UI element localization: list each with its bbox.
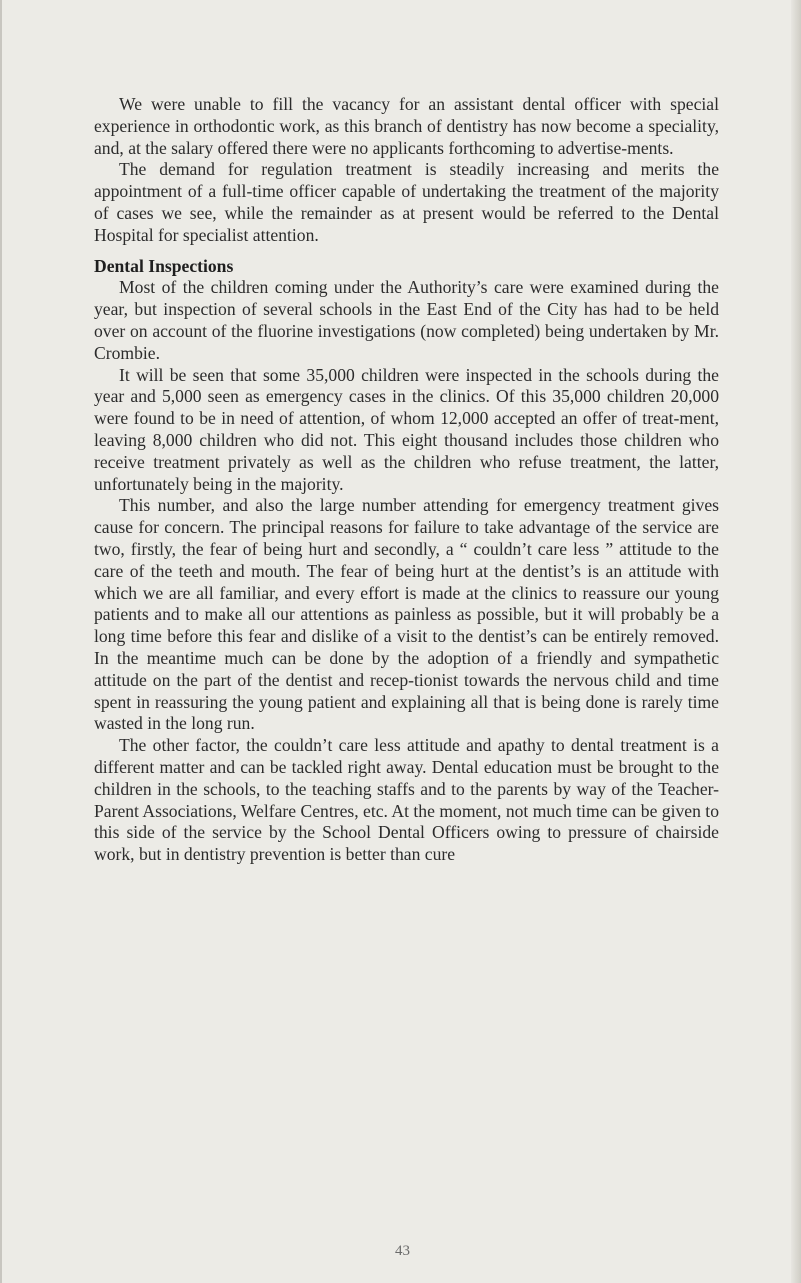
paragraph-children-examined: Most of the children coming under the Authority’s care were examined during the year, but inspection of several schools in the East End of the City has had to be held over on account of the fluorine investigations (now completed) being undertaken by Mr. Crombie. (94, 277, 719, 363)
page-edge-shadow (791, 0, 801, 1283)
section-heading-dental-inspections: Dental Inspections (94, 255, 234, 276)
paragraph-regulation-treatment: The demand for regulation treatment is steadily increasing and merits the appointment of a full-time officer capable of undertaking the treatment of the majority of cases we see, while the remainder as at present would be referred to the Dental Hospital for specialist attention. (94, 159, 719, 245)
paragraph-inspection-figures: It will be seen that some 35,000 children were inspected in the schools during the year and 5,000 seen as emergency cases in the clinics. Of this 35,000 children 20,000 were found to be in need of attention, of whom 12,000 accepted an offer of treat-ment, leaving 8,000 children who did not. This eight thousand includes those children who receive treatment privately as well as the children who refuse treatment, the latter, unfortunately being in the majority. (94, 364, 719, 494)
body-text (94, 94, 719, 866)
paragraph-orthodontic-vacancy: We were unable to fill the vacancy for an assistant dental officer with special experience in orthodontic work, as this branch of dentistry has now become a speciality, and, at the salary offered there were no applicants forthcoming to advertise-ments. (94, 94, 719, 158)
paragraph-reasons-for-failure: This number, and also the large number attending for emergency treatment gives cause for concern. The principal reasons for failure to take advantage of the service are two, firstly, the fear of being hurt and secondly, a “ couldn’t care less ” attitude to the care of the teeth and mouth. The fear of being hurt at the dentist’s is an attitude with which we are all familiar, and every effort is made at the clinics to reassure our young patients and to make all our attentions as painless as possible, but it will probably be a long time before this fear and dislike of a visit to the dentist’s can be entirely removed. In the meantime much can be done by the adoption of a friendly and sympathetic attitude on the part of the dentist and recep-tionist towards the nervous child and time spent in reassuring the young patient and explaining all that is being done is rarely time wasted in the long run. (94, 495, 719, 734)
paragraph-dental-education: The other factor, the couldn’t care less attitude and apathy to dental treatment is a different matter and can be tackled right away. Dental education must be brought to the children in the schools, to the teaching staffs and to the parents by way of the Teacher-Parent Associations, Welfare Centres, etc. At the moment, not much time can be given to this side of the service by the School Dental Officers owing to pressure of chairside work, but in dentistry prevention is better than cure (94, 735, 719, 865)
page-number: 43 (395, 1243, 410, 1259)
